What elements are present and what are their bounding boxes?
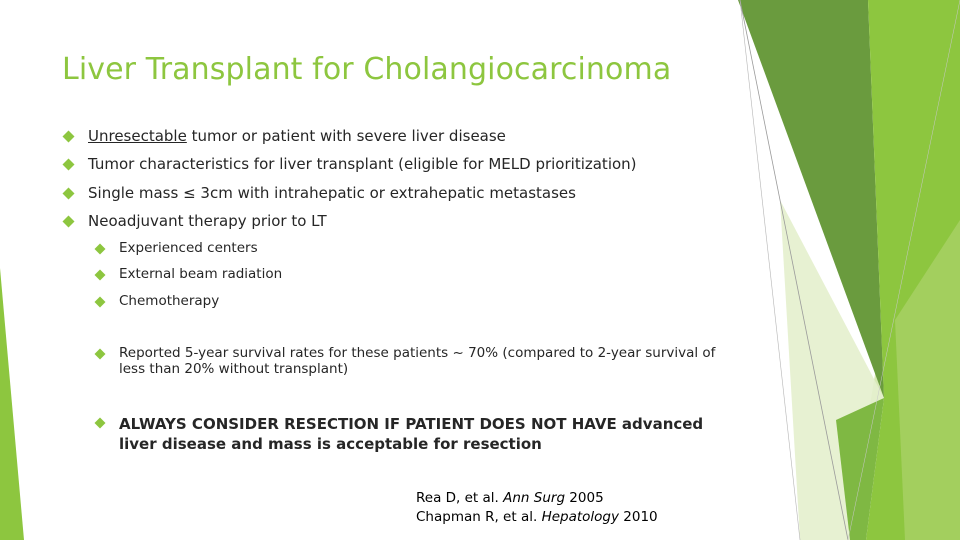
reference-chapman — [416, 508, 658, 527]
diamond-bullet-icon — [62, 158, 75, 171]
slide-title: Liver Transplant for Cholangiocarcinoma — [62, 52, 672, 87]
sub-bullet-text: External beam radiation — [119, 266, 283, 282]
reference-authors: Rea D, et al. — [416, 490, 504, 506]
bullet-text: Single mass ≤ 3cm with intrahepatic or extrahepatic metastases — [88, 184, 576, 202]
diamond-bullet-icon — [62, 130, 75, 143]
reference-year: 2005 — [565, 490, 604, 506]
sub-bullet-text: Chemotherapy — [119, 293, 220, 309]
diamond-bullet-icon — [62, 187, 75, 200]
diamond-bullet-icon — [94, 417, 106, 429]
bullet-text: Tumor characteristics for liver transplant (eligible for MELD prioritization) — [88, 155, 637, 173]
reference-rea — [416, 489, 658, 508]
diamond-bullet-icon — [94, 296, 106, 308]
diamond-bullet-icon — [94, 348, 106, 360]
diamond-bullet-icon — [94, 269, 106, 281]
bullet-text: tumor or patient with severe liver disease — [186, 127, 506, 145]
bullet-text: Neoadjuvant therapy prior to LT — [88, 212, 327, 230]
reference-authors: Chapman R, et al. — [416, 509, 542, 525]
diamond-bullet-icon — [94, 243, 106, 255]
sub-bullet-text: ALWAYS CONSIDER RESECTION IF PATIENT DOES NOT HAVE advanced liver disease and mass is acceptable for resection — [119, 415, 704, 453]
reference-journal: Hepatology — [541, 509, 619, 525]
sub-bullet-text: Experienced centers — [119, 240, 258, 256]
bullet-lead-text: Unresectable — [88, 127, 187, 145]
reference-journal: Ann Surg — [503, 490, 566, 506]
references — [416, 489, 658, 527]
sub-bullet-text: Reported 5-year survival rates for these patients ~ 70% (compared to 2-year survival of less than 20% without transplant) — [119, 345, 716, 377]
reference-year: 2010 — [618, 509, 658, 525]
left-corner-triangle — [0, 268, 24, 540]
diamond-bullet-icon — [62, 215, 75, 228]
